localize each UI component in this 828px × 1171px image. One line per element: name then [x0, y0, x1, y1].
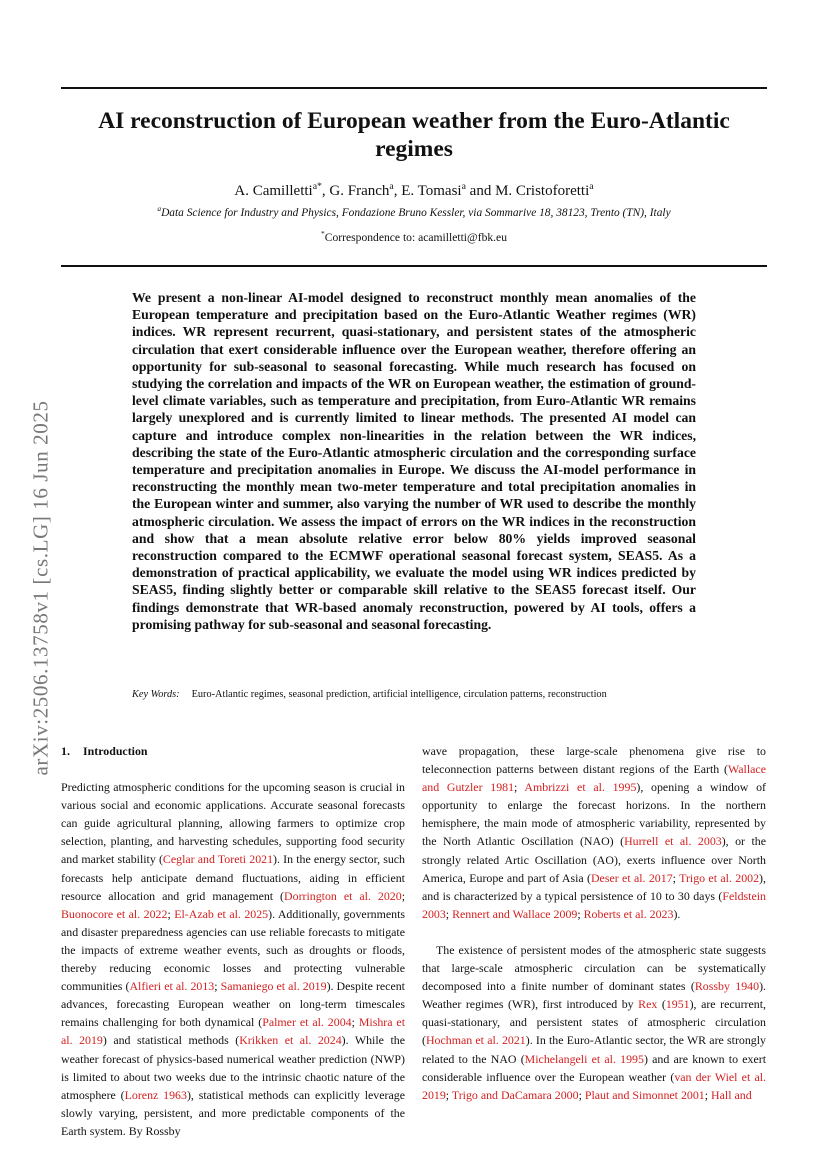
citation-link[interactable]: Plaut and Simonnet 2001 — [584, 1087, 705, 1102]
body-text: wave propagation, these large-scale phenomena give rise to teleconnection patterns between distant regions of the Earth ( — [422, 744, 766, 777]
citation-link[interactable]: Roberts et al. 2023 — [583, 906, 674, 921]
body-text: ) and are known to exert considerable influence over the European weather ( — [422, 1051, 767, 1084]
body-text: ; — [445, 1087, 452, 1102]
citation-link[interactable]: Feldstein 2003 — [422, 888, 766, 921]
author-affiliation-mark: a* — [312, 181, 322, 192]
intro-paragraph-1-continued — [422, 742, 766, 923]
section-title: Introduction — [83, 744, 148, 758]
citation-link[interactable]: 1951 — [665, 997, 690, 1012]
body-text: ). While the weather forecast of physics-based numerical weather prediction (NWP) is limited to about two weeks due to the intrinsic chaotic nature of the atmosphere ( — [61, 1033, 405, 1102]
arxiv-stamp: arXiv:2506.13758v1 [cs.LG] 16 Jun 2025 — [28, 400, 53, 776]
citation-link[interactable]: Wallace and Gutzler 1981 — [422, 762, 766, 795]
keywords — [132, 688, 772, 701]
citation-link[interactable]: Krikken et al. 2024 — [239, 1033, 342, 1048]
body-text: ; — [214, 979, 221, 994]
affiliation-mark: a — [157, 204, 162, 214]
citation-link[interactable]: Trigo and DaCamara 2000 — [451, 1087, 579, 1102]
paper-title: AI reconstruction of European weather from the Euro-Atlantic regimes — [98, 108, 730, 162]
citation-link[interactable]: El-Azab et al. 2025 — [174, 906, 269, 921]
body-text: ; — [167, 906, 175, 921]
body-text: ). Weather regimes (WR), first introduced by — [422, 979, 766, 1012]
citation-link[interactable]: Mishra et al. 2019 — [61, 1015, 406, 1048]
citation-link[interactable]: Buonocore et al. 2022 — [61, 906, 168, 921]
author-name: G. Franch — [329, 183, 390, 199]
citation-link[interactable]: Rossby 1940 — [694, 979, 760, 994]
affiliation — [20, 206, 808, 220]
body-text: ; — [704, 1087, 712, 1102]
body-text: ; — [401, 888, 406, 903]
correspondence-mark: * — [320, 229, 325, 239]
body-text: ). — [673, 906, 681, 921]
body-text: ), and is characterized by a typical persistence of 10 to 30 days ( — [422, 870, 766, 903]
citation-link[interactable]: Alfieri et al. 2013 — [129, 979, 215, 994]
citation-link[interactable]: Rennert and Wallace 2009 — [452, 906, 578, 921]
citation-link[interactable]: Samaniego et al. 2019 — [220, 979, 327, 994]
body-text: ; — [578, 1087, 585, 1102]
citation-link[interactable]: Trigo et al. 2002 — [679, 870, 760, 885]
body-text: ). Despite recent advances, forecasting European weather on long-term timescales remains challenging for both dynamical ( — [61, 979, 405, 1030]
affiliation-text: Data Science for Industry and Physics, Fondazione Bruno Kessler, via Sommarive 18, 38123, Trento (TN), Italy — [161, 207, 671, 219]
keywords-text: Euro-Atlantic regimes, seasonal prediction, artificial intelligence, circulation patterns, reconstruction — [191, 689, 607, 700]
body-text: ). Additionally, governments and disaster preparedness agencies can use reliable forecasts to mitigate the impacts of extreme weather events, such as droughts or floods, thereby reducing economic losses and protecting vulnerable communities ( — [61, 906, 406, 994]
body-text: ; — [445, 906, 453, 921]
body-text: ) and statistical methods ( — [102, 1033, 240, 1048]
citation-link[interactable]: Dorrington et al. 2020 — [284, 888, 402, 903]
author-name: M. Cristoforetti — [495, 183, 590, 199]
body-text: ), statistical methods can explicitly leverage slowly varying, persistent, and more predictable components of the Earth system. By Rossby — [61, 1087, 405, 1138]
author-affiliation-mark: a — [389, 181, 394, 192]
citation-link[interactable]: Ambrizzi et al. 1995 — [524, 780, 637, 795]
author-name: E. Tomasi — [401, 183, 462, 199]
abstract: We present a non-linear AI-model designed to reconstruct monthly mean anomalies of the European temperature and precipitation based on the Euro-Atlantic Weather regimes (WR) indices. WR represent recurrent, quasi-stationary, and persistent states of the atmospheric circulation that exert considerable influence over the European weather, therefore offering an opportunity for sub-seasonal to seasonal forecasting. While much research has focused on studying the correlation and impacts of the WR on European weather, the estimation of ground-level climate variables, such as temperature and precipitation, from Euro-Atlantic WR remains largely unexplored and is currently limited to linear methods. The presented AI model can capture and introduce complex non-linearities in the relation between the WR indices, describing the state of the Euro-Atlantic atmospheric circulation and the corresponding surface temperature and precipitation anomalies in Europe. We discuss the AI-model performance in reconstructing the monthly mean two-meter temperature and total precipitation anomalies in the European winter and summer, also varying the number of WR used to describe the monthly atmospheric circulation. We assess the impact of errors on the WR indices in the reconstruction and show that a mean absolute relative error below 80% yields improved seasonal reconstruction compared to the ECMWF operational seasonal forecast system, SEAS5. As a demonstration of practical applicability, we evaluate the model using WR indices predicted by SEAS5, finding slightly better or comparable skill relative to the SEAS5 forecast itself. Our findings demonstrate that WR-based anomaly reconstruction, powered by AI tools, offers a promising pathway for sub-seasonal and seasonal forecasting. — [132, 290, 696, 632]
keywords-label: Key Words: — [132, 689, 180, 700]
section-number: 1. — [61, 744, 70, 758]
author-affiliation-mark: a — [589, 181, 594, 192]
body-text: ), or the strongly related Artic Oscillation (AO), exerts influence over North America, Europe and part of Asia ( — [422, 834, 767, 885]
body-column-right — [422, 742, 766, 1104]
citation-link[interactable]: Deser et al. 2017 — [590, 870, 673, 885]
citation-link[interactable]: van der Wiel et al. 2019 — [422, 1069, 766, 1102]
body-text: ; — [351, 1015, 359, 1030]
correspondence — [61, 231, 767, 245]
header-bottom-rule — [61, 265, 767, 267]
intro-paragraph-1 — [61, 778, 405, 1140]
body-text: ), opening a window of opportunity to enlarge the forecast horizons. In the northern hemisphere, the main mode of atmospheric variability, represented by the North Atlantic Oscillation (NAO) ( — [422, 780, 766, 849]
body-column-left — [61, 742, 405, 1140]
body-text: ). In the Euro-Atlantic sector, the WR are strongly related to the NAO ( — [422, 1033, 767, 1066]
body-text: ( — [657, 997, 666, 1012]
section-heading — [61, 742, 405, 760]
body-text: ), are recurrent, quasi-stationary, and persistent states of atmospheric circulation ( — [422, 997, 767, 1048]
body-text: ; — [514, 780, 525, 795]
top-rule — [61, 87, 767, 89]
author-affiliation-mark: a — [461, 181, 466, 192]
citation-link[interactable]: Michelangeli et al. 1995 — [524, 1051, 644, 1066]
citation-link[interactable]: Hall and — [711, 1087, 752, 1102]
citation-link[interactable]: Rex — [638, 997, 658, 1012]
body-text: Predicting atmospheric conditions for the upcoming season is crucial in various social and economic applications. Accurate seasonal forecasts can guide agricultural planning, allowing farmers to optimize crop selection, planting, and harvesting schedules, supporting food security and market stability ( — [61, 780, 405, 867]
citation-link[interactable]: Palmer et al. 2004 — [262, 1015, 352, 1030]
citation-link[interactable]: Hochman et al. 2021 — [425, 1033, 526, 1048]
citation-link[interactable]: Hurrell et al. 2003 — [624, 834, 722, 849]
citation-link[interactable]: Lorenz 1963 — [124, 1087, 187, 1102]
author-name: A. Camilletti — [234, 183, 313, 199]
correspondence-text: Correspondence to: acamilletti@fbk.eu — [324, 231, 508, 244]
body-text: ). In the energy sector, such forecasts help anticipate demand fluctuations, aiding in efficient resource allocation and grid management ( — [61, 852, 406, 903]
intro-paragraph-2 — [422, 941, 766, 1104]
body-text: ; — [672, 870, 680, 885]
body-text: ; — [577, 906, 584, 921]
citation-link[interactable]: Ceglar and Toreti 2021 — [162, 852, 274, 867]
body-text: The existence of persistent modes of the atmospheric state suggests that large-scale atmospheric circulation can be systematically decomposed into a finite number of dominant states ( — [422, 942, 766, 994]
author-list: A. Camilletti$^{a*}$, G. Franch$^a$, E. Tomasi$^a$ and M. Cristoforetti$^a$ — [234, 181, 594, 199]
